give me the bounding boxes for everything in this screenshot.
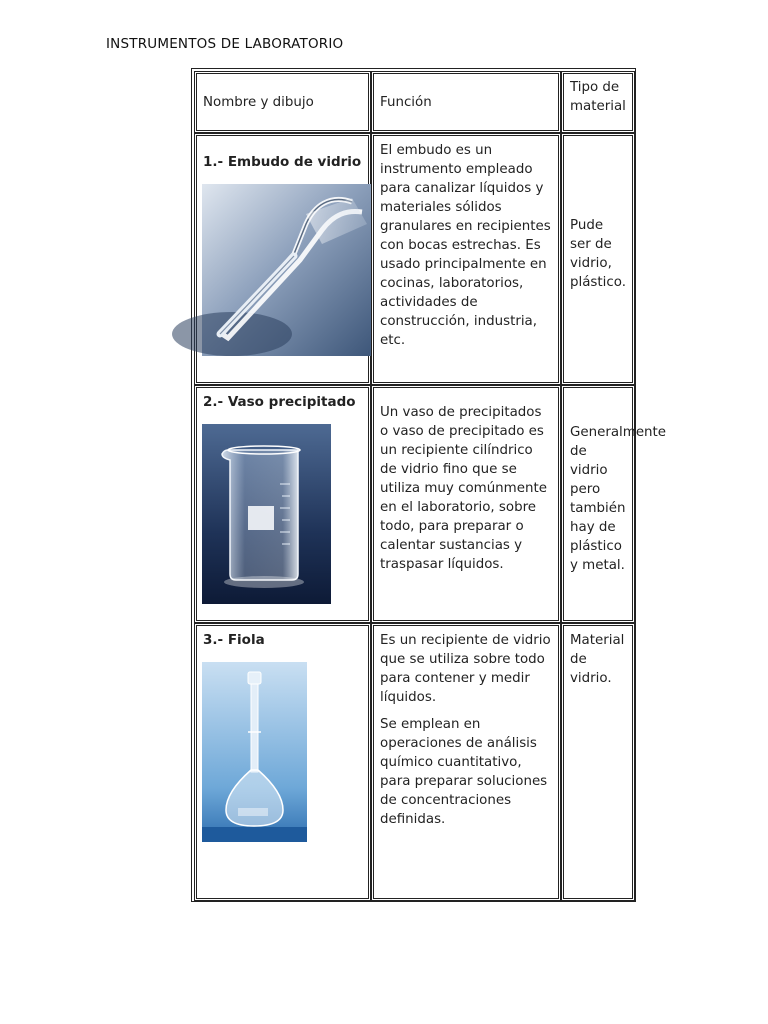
row-3-material-cell [561, 623, 635, 901]
row-2-function: Un vaso de precipitados o vaso de precipitado es un recipiente cilíndrico de vidrio fino que se utiliza muy comúnmente en el laboratorio, sobre todo, para preparar o calentar sustancias y traspasar líquidos. [380, 405, 547, 572]
row-3-name: 3.- Fiola [203, 632, 265, 648]
row-2-name: 2.- Vaso precipitado [203, 394, 356, 410]
header-name-cell [194, 71, 371, 133]
header-name: Nombre y dibujo [203, 94, 314, 110]
volumetric-flask-photo [202, 662, 307, 842]
header-material-cell [561, 71, 635, 133]
instruments-table [191, 68, 667, 902]
header-material: Tipo de material [570, 80, 626, 114]
row-1-name: 1.- Embudo de vidrio [203, 154, 362, 170]
row-1-name-cell [194, 133, 371, 385]
row-3-function-para-1: Es un recipiente de vidrio que se utiliza sobre todo para contener y medir líquidos. [380, 633, 551, 705]
row-3-name-cell [194, 623, 371, 901]
header-function-cell [371, 71, 561, 133]
header-function: Función [380, 94, 432, 110]
row-2-name-cell [194, 385, 371, 623]
row-2-function-cell [371, 385, 561, 623]
row-3-function-cell [371, 623, 561, 901]
document-title: INSTRUMENTOS DE LABORATORIO [106, 36, 344, 52]
funnel-photo [202, 184, 372, 356]
row-3-function-para-2: Se emplean en operaciones de análisis químico cuantitativo, para preparar soluciones de concentraciones definidas. [380, 717, 548, 827]
row-1-material-cell [561, 133, 635, 385]
row-2-material: Generalmente de vidrio pero también hay de plástico y metal. [570, 425, 667, 573]
row-1-material: Pude ser de vidrio, plástico. [570, 218, 626, 290]
row-2-material-cell [561, 385, 667, 623]
row-1-function-cell [371, 133, 561, 385]
row-3-material: Material de vidrio. [570, 633, 625, 686]
row-1-function: El embudo es un instrumento empleado para canalizar líquidos y materiales sólidos granulares en recipientes con bocas estrechas. Es usado principalmente en cocinas, laboratorios, actividades de construcción, industria, etc. [380, 143, 551, 348]
beaker-photo [202, 424, 331, 604]
